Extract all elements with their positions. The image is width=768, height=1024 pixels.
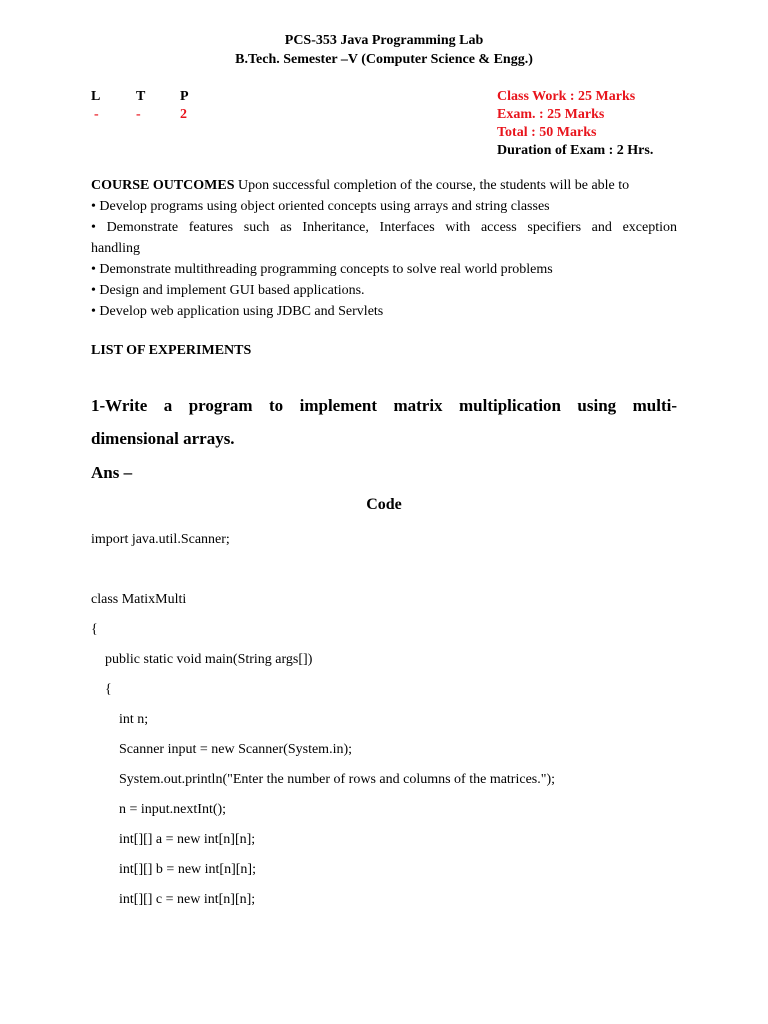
course-outcomes-intro-text: Upon successful completion of the course, the students will be able to xyxy=(238,178,630,193)
code-line: Scanner input = new Scanner(System.in); xyxy=(91,742,353,757)
ltp-value-t: - xyxy=(136,107,141,122)
ltp-value-l: - xyxy=(94,107,99,122)
ltp-header-p: P xyxy=(180,89,189,104)
outcome-item: • Develop programs using object oriented concepts using arrays and string classes xyxy=(91,199,550,214)
code-line: import java.util.Scanner; xyxy=(91,532,230,547)
code-line: n = input.nextInt(); xyxy=(91,802,227,817)
code-line: int n; xyxy=(91,712,149,727)
exam-duration: Duration of Exam : 2 Hrs. xyxy=(497,143,654,158)
code-line: int[][] c = new int[n][n]; xyxy=(91,892,256,907)
code-line: System.out.println("Enter the number of rows and columns of the matrices."); xyxy=(91,772,556,787)
total-marks: Total : 50 Marks xyxy=(497,125,597,140)
code-line: { xyxy=(91,682,112,697)
experiments-heading: LIST OF EXPERIMENTS xyxy=(91,343,252,358)
outcome-item: • Demonstrate features such as Inheritance, Interfaces with access specifiers and exception xyxy=(91,220,677,235)
outcome-item-continued: handling xyxy=(91,241,140,256)
course-title: PCS-353 Java Programming Lab xyxy=(284,33,484,48)
course-outcomes-label: COURSE OUTCOMES xyxy=(91,178,235,193)
code-line: class MatixMulti xyxy=(91,592,187,607)
code-line: int[][] a = new int[n][n]; xyxy=(91,832,256,847)
code-line: { xyxy=(91,622,98,637)
class-work-marks: Class Work : 25 Marks xyxy=(497,89,636,104)
code-line: public static void main(String args[]) xyxy=(91,652,313,667)
answer-label: Ans – xyxy=(91,463,133,482)
ltp-header-l: L xyxy=(91,89,101,104)
course-outcomes-intro xyxy=(91,178,629,194)
experiment-question-line1: 1-Write a program to implement matrix multiplication using multi- xyxy=(91,396,677,415)
code-line: int[][] b = new int[n][n]; xyxy=(91,862,256,877)
experiment-question-line2: dimensional arrays. xyxy=(91,429,235,448)
ltp-value-p: 2 xyxy=(180,107,187,122)
course-subtitle: B.Tech. Semester –V (Computer Science & Engg.) xyxy=(235,52,533,67)
outcome-item: • Design and implement GUI based applications. xyxy=(91,283,365,298)
ltp-header-t: T xyxy=(136,89,146,104)
code-heading: Code xyxy=(366,496,402,513)
outcome-item: • Develop web application using JDBC and Servlets xyxy=(91,304,384,319)
exam-marks: Exam. : 25 Marks xyxy=(497,107,605,122)
outcome-item: • Demonstrate multithreading programming concepts to solve real world problems xyxy=(91,262,553,277)
